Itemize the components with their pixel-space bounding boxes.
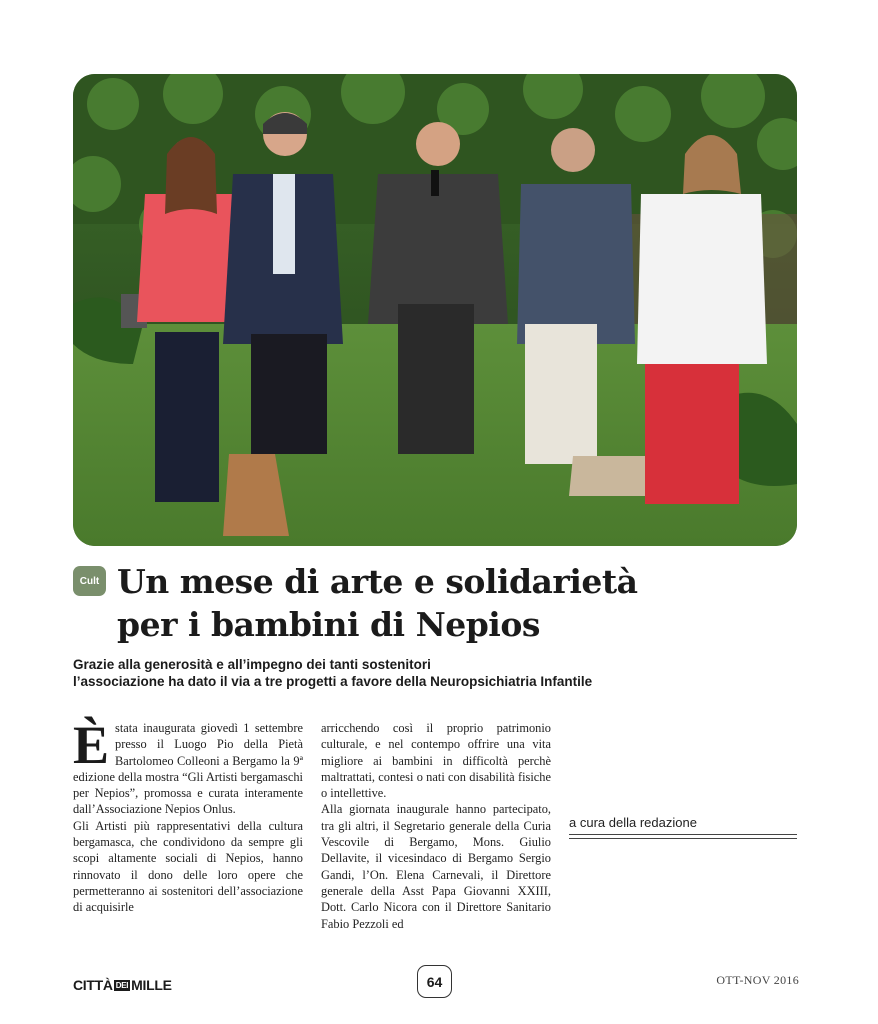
title-line-1: Un mese di arte e solidarietà bbox=[117, 562, 638, 601]
paragraph-3: arricchendo così il proprio patrimonio culturale, e nel contempo offrire una vita migliore ai bambini in difficoltà perchè maltrattati, contesi o nati con disabilità fisiche o intellettive. bbox=[321, 721, 551, 801]
logo-left: CITTÀ bbox=[73, 977, 113, 993]
credit-divider bbox=[569, 834, 797, 839]
logo-mid: DEI bbox=[115, 980, 129, 990]
subtitle-line-2: l’associazione ha dato il via a tre progetti a favore della Neuropsichiatria Infantile bbox=[73, 674, 593, 689]
author-credit: a cura della redazione bbox=[569, 815, 697, 830]
paragraph-4: Alla giornata inaugurale hanno partecipato, tra gli altri, il Segretario generale della Curia Vescovile di Bergamo, Mons. Giulio Dellavite, il vicesindaco di Bergamo Sergio Gandi, l’On. Elena Carnevali, il Direttore generale della Asst Papa Giovanni XXIII, Dott. Carlo Nicora con il Direttore Sanitario Fabio Pezzoli ed bbox=[321, 802, 551, 931]
dropcap: È bbox=[73, 715, 110, 775]
article-column-1 bbox=[73, 715, 303, 916]
issue-date: OTT-NOV 2016 bbox=[716, 973, 799, 987]
subtitle-line-1: Grazie alla generosità e all’impegno dei tanti sostenitori bbox=[73, 657, 431, 672]
article-subtitle bbox=[73, 656, 773, 690]
logo-right: MILLE bbox=[131, 977, 172, 993]
section-badge: Cult bbox=[73, 566, 106, 596]
paragraph-2: Gli Artisti più rappresentativi della cultura bergamasca, che condividono da sempre gli scopi altamente sociali di Nepios, hanno rinnovato il dono delle loro opere che permetteranno ai sostenitori dell’associazione di acquisirle bbox=[73, 818, 303, 915]
paragraph-1 bbox=[73, 715, 303, 818]
paragraph-1-text: stata inaugurata giovedì 1 settembre presso il Luogo Pio della Pietà Bartolomeo Colleoni a Bergamo la 9ª edizione della mostra “Gli Artisti bergamaschi per Nepios”, promossa e curata interamente dall’Associazione Nepios Onlus. bbox=[73, 721, 303, 817]
article-column-2 bbox=[321, 720, 551, 932]
article-title bbox=[117, 560, 637, 646]
article-photo bbox=[73, 74, 797, 546]
magazine-logo bbox=[73, 977, 172, 993]
title-line-2: per i bambini di Nepios bbox=[117, 605, 540, 644]
page-number: 64 bbox=[417, 965, 452, 998]
